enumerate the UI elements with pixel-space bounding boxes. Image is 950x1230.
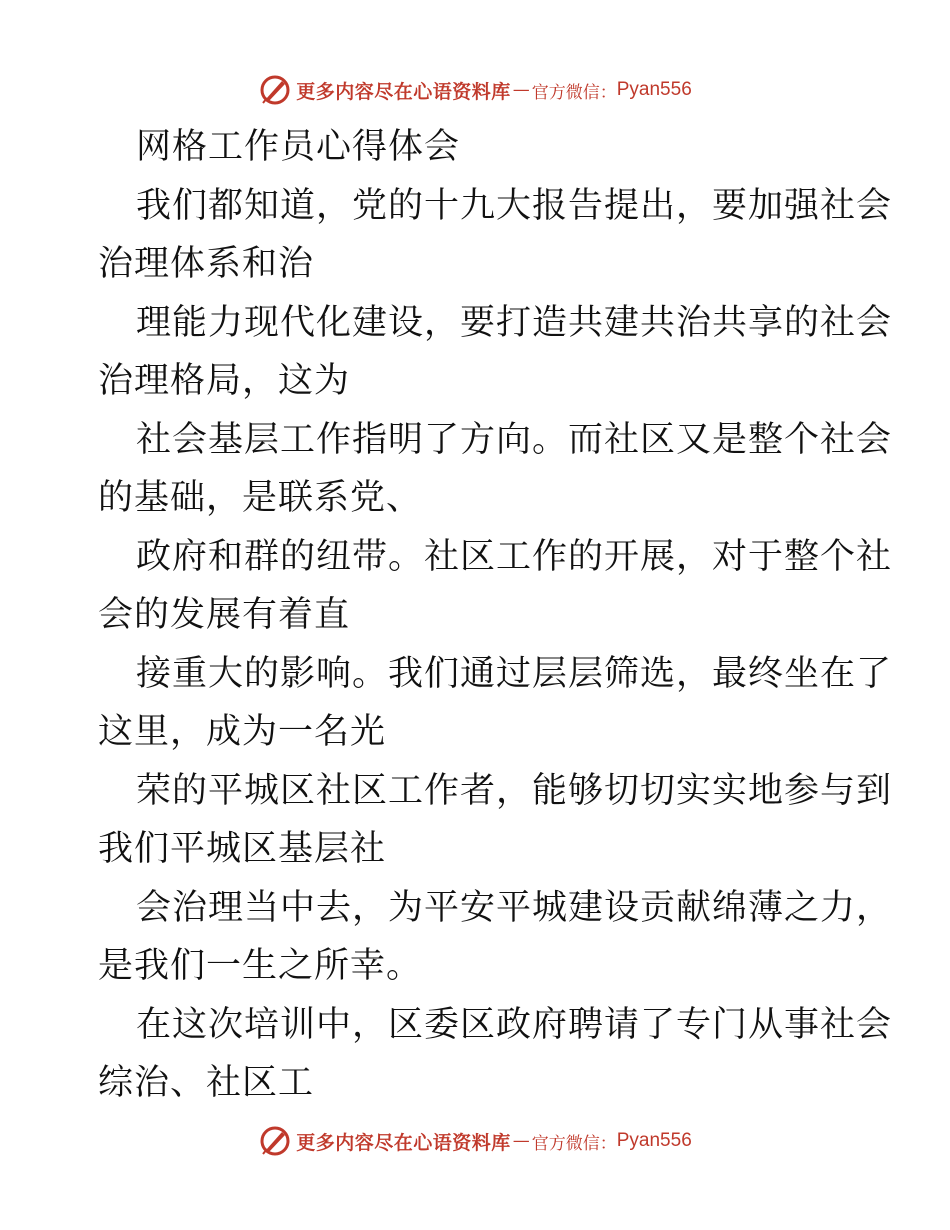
- text-line-8: 政府和群的纽带。社区工作的开展，对于整个社: [136, 536, 893, 577]
- text-line-6: 社会基层工作指明了方向。而社区又是整个社会: [136, 419, 893, 460]
- document-body: [98, 118, 893, 1113]
- banner-dash: —: [512, 1131, 530, 1151]
- banner-wechat-id: Pyan556: [616, 79, 692, 100]
- header-banner: [0, 70, 950, 110]
- banner-dash: —: [512, 80, 530, 100]
- banner-main-text: 更多内容尽在心语资料库: [296, 80, 511, 103]
- text-line-16: 在这次培训中，区委区政府聘请了专门从事社会: [136, 1004, 893, 1045]
- text-line-4: 理能力现代化建设，要打造共建共治共享的社会: [136, 302, 893, 343]
- banner-sub-text: 官方微信：: [531, 1133, 617, 1154]
- text-line-14: 会治理当中去，为平安平城建设贡献绵薄之力，: [136, 887, 893, 928]
- text-line-1: 网格工作员心得体会: [136, 127, 461, 167]
- text-line-17: 综治、社区工: [98, 1063, 315, 1103]
- text-line-5: 治理格局，这为: [98, 361, 351, 401]
- text-line-2: 我们都知道，党的十九大报告提出，要加强社会: [136, 185, 893, 226]
- text-line-13: 我们平城区基层社: [98, 829, 387, 869]
- text-line-7: 的基础，是联系党、: [98, 478, 423, 518]
- text-line-10: 接重大的影响。我们通过层层筛选，最终坐在了: [136, 653, 893, 694]
- footer-banner: [0, 1121, 950, 1161]
- text-line-11: 这里，成为一名光: [98, 712, 387, 752]
- text-line-15: 是我们一生之所幸。: [98, 946, 423, 986]
- banner-main-text: 更多内容尽在心语资料库: [296, 1131, 511, 1154]
- text-line-9: 会的发展有着直: [98, 595, 351, 635]
- text-line-12: 荣的平城区社区工作者，能够切切实实地参与到: [136, 770, 893, 811]
- quill-logo-icon: [258, 1124, 292, 1158]
- banner-wechat-id: Pyan556: [616, 1130, 692, 1151]
- banner-sub-text: 官方微信：: [531, 82, 617, 103]
- text-line-3: 治理体系和治: [98, 244, 315, 284]
- quill-logo-icon: [258, 73, 292, 107]
